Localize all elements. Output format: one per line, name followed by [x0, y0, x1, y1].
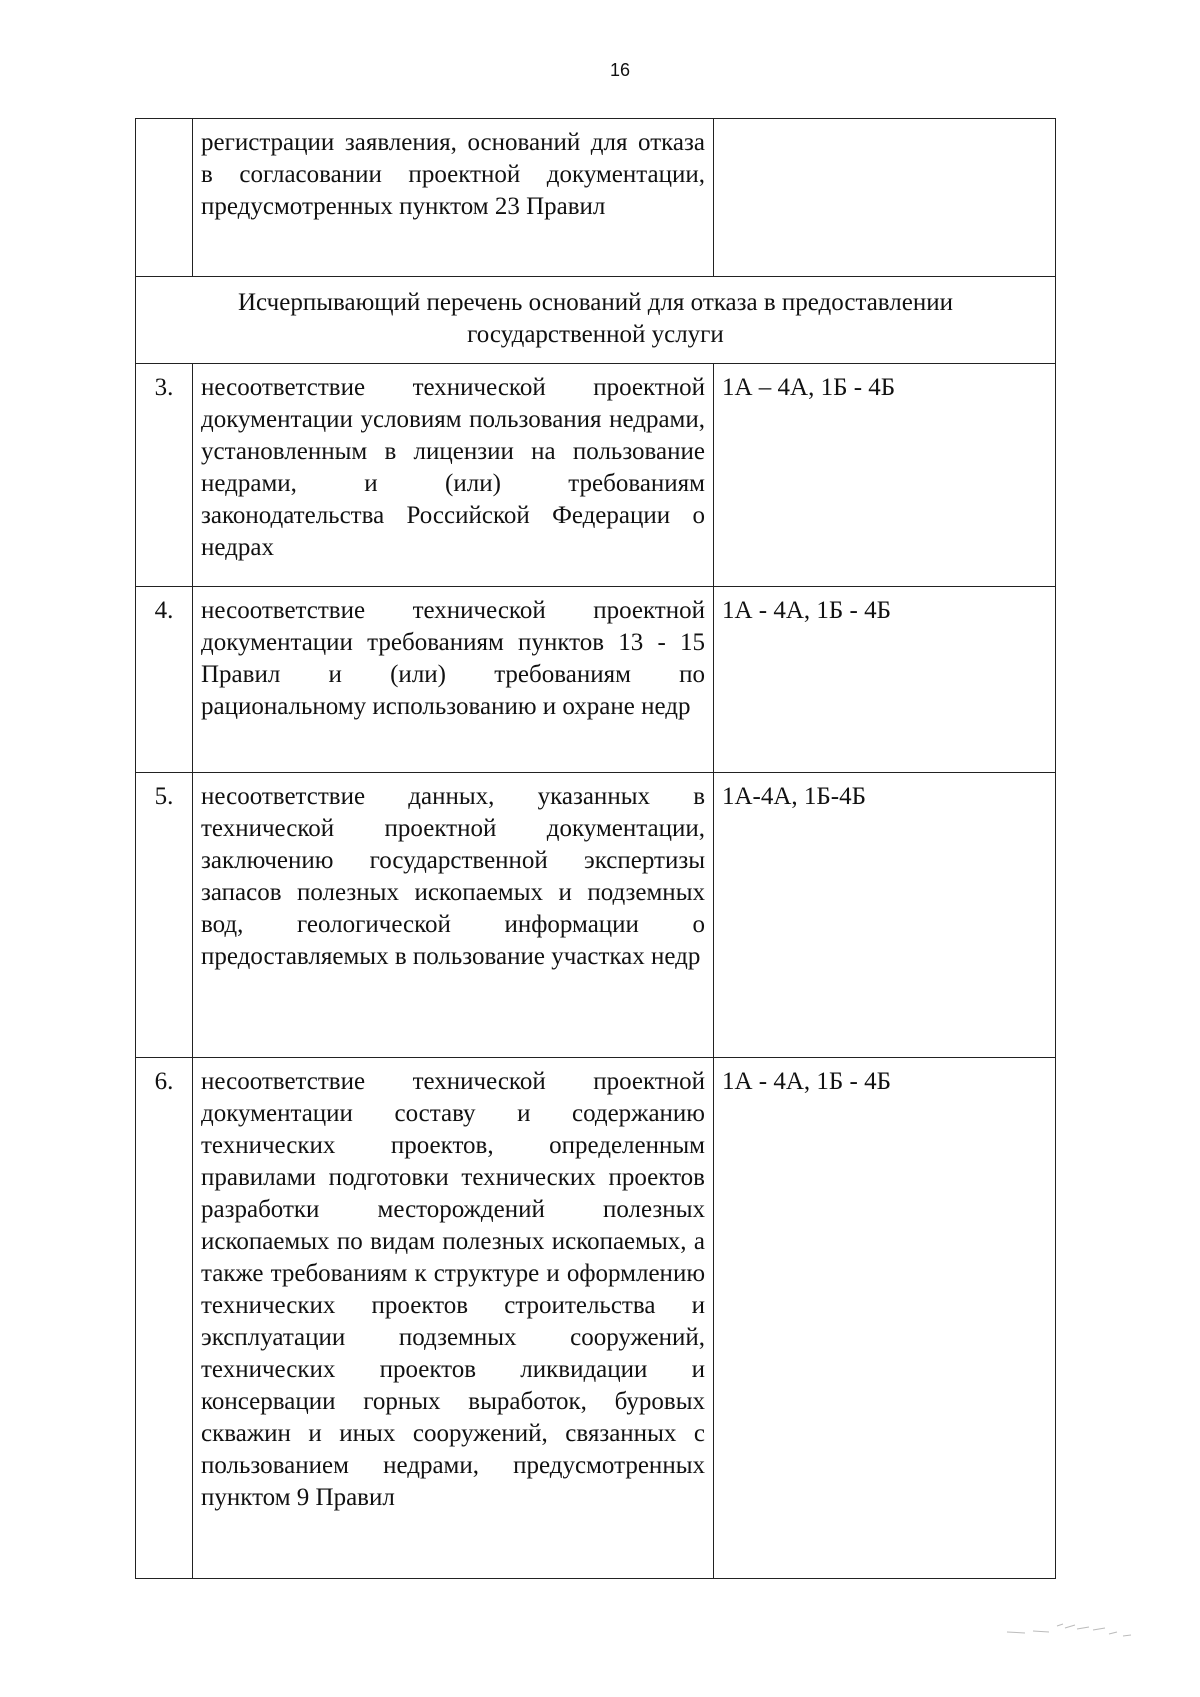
section-heading: Исчерпывающий перечень оснований для отказа в предоставлении государственной услуги [136, 277, 1056, 364]
row-description: несоответствие данных, указанных в технической проектной документации, заключению государственной экспертизы запасов полезных ископаемых и подземных вод, геологической информации о предоставляемых в пользование участках недр [201, 783, 705, 970]
row-number: 6. [136, 1058, 193, 1579]
row-codes: 1А - 4А, 1Б - 4Б [722, 597, 891, 624]
row-description: несоответствие технической проектной документации условиям пользования недрами, установленным в лицензии на пользование недрами, и (или) требованиям законодательства Российской Федерации о недрах [201, 374, 705, 561]
row-codes-cell [714, 587, 1056, 773]
row-description: несоответствие технической проектной документации составу и содержанию технических проектов, определенным правилами подготовки технических проектов разработки месторождений полезных ископаемых по видам полезных ископаемых, а также требованиям к структуре и оформлению технических проектов строительства и эксплуатации подземных сооружений, технических проектов ликвидации и консервации горных выработок, буровых скважин и иных сооружений, связанных с пользованием недрами, предусмотренных пунктом 9 Правил [201, 1068, 705, 1511]
table-row [136, 587, 1056, 773]
row-number-cell [136, 119, 193, 277]
row-codes-cell [714, 773, 1056, 1058]
row-codes: 1А – 4А, 1Б - 4Б [722, 374, 896, 401]
row-description-cell [193, 773, 714, 1058]
row-number: 3. [136, 364, 193, 587]
section-heading-row [136, 277, 1056, 364]
row-codes-cell [714, 119, 1056, 277]
row-description-cell [193, 364, 714, 587]
scan-artifact [1005, 1620, 1135, 1640]
row-codes [714, 119, 1055, 133]
row-description: регистрации заявления, оснований для отказа в согласовании проектной документации, предусмотренных пунктом 23 Правил [201, 129, 705, 220]
row-codes-cell [714, 364, 1056, 587]
page-number: 16 [609, 60, 631, 80]
grounds-table [135, 118, 1056, 1579]
row-number: 5. [136, 773, 193, 1058]
row-description-cell [193, 119, 714, 277]
table-row [136, 1058, 1056, 1579]
table-row [136, 773, 1056, 1058]
table-row [136, 364, 1056, 587]
row-number: 4. [136, 587, 193, 773]
row-description-cell [193, 1058, 714, 1579]
table-row-continuation [136, 119, 1056, 277]
row-codes: 1А-4А, 1Б-4Б [722, 783, 866, 810]
row-description: несоответствие технической проектной документации требованиям пунктов 13 - 15 Правил и (или) требованиям по рациональному использованию и охране недр [201, 597, 705, 720]
row-codes-cell [714, 1058, 1056, 1579]
row-description-cell [193, 587, 714, 773]
row-codes: 1А - 4А, 1Б - 4Б [722, 1068, 891, 1095]
